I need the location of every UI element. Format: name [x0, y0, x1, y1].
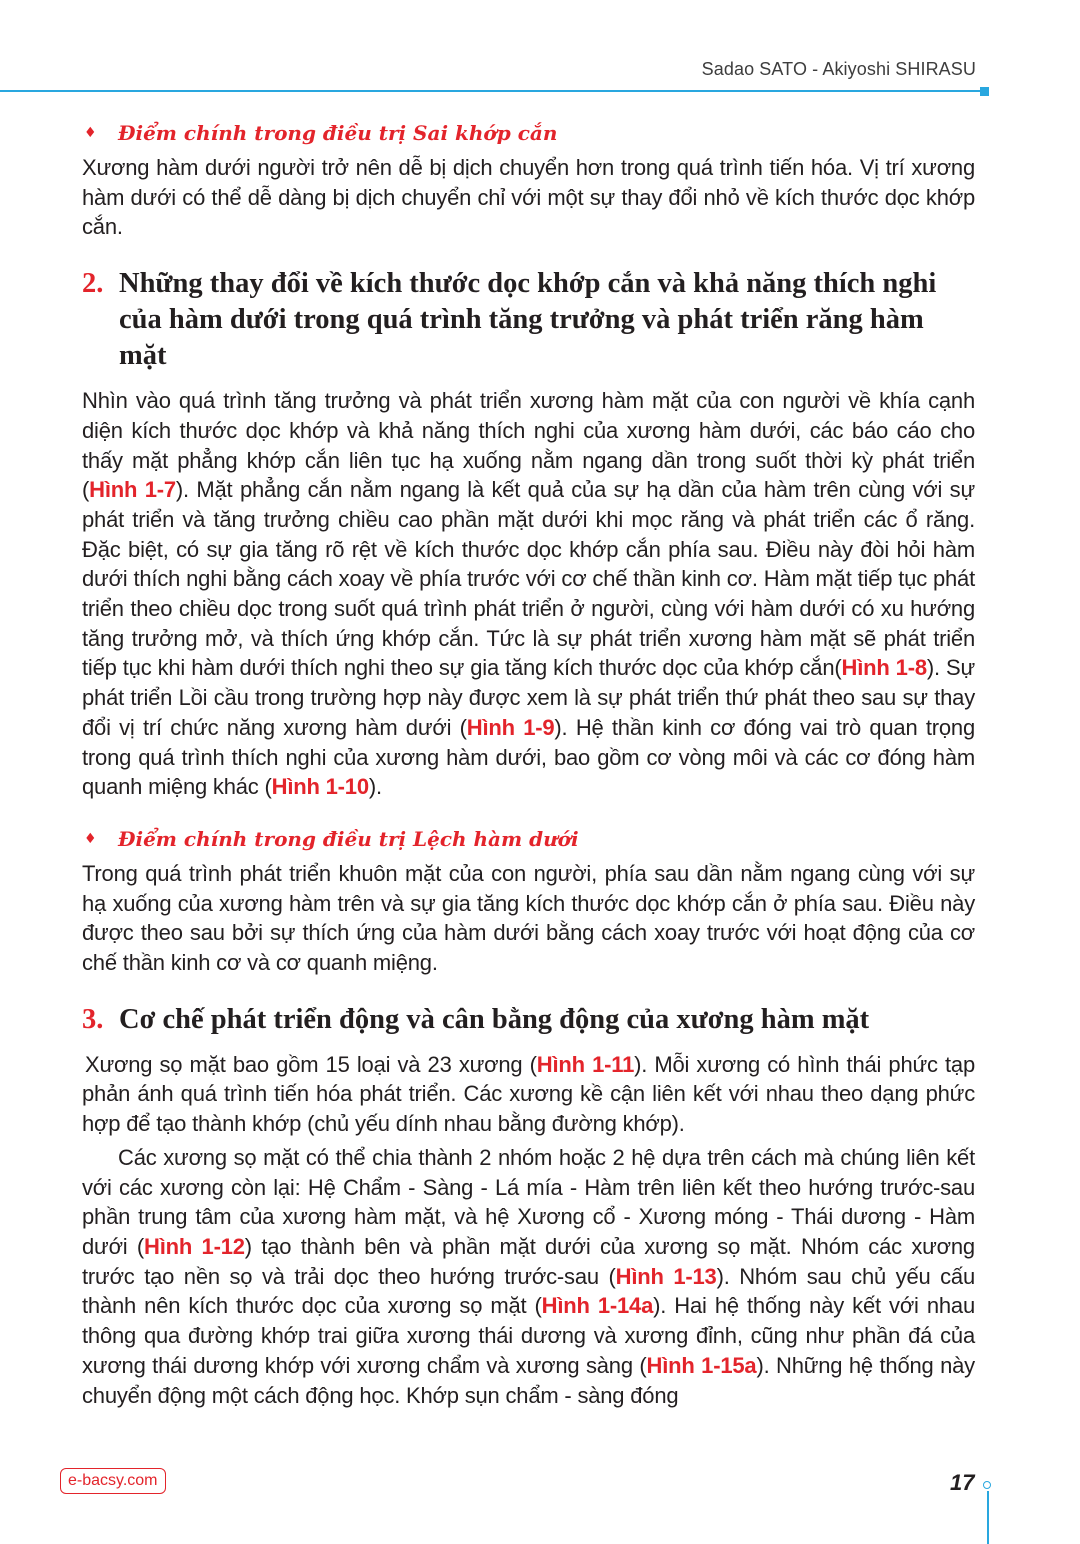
- text-run: ). Hệ thần kinh cơ đóng vai trò quan trọng trong quá trình thích nghi của xương hàm dưới, bao gồm cơ vòng môi và các cơ đóng hàm quanh miệng khác (: [82, 714, 976, 800]
- tip-title: Điểm chính trong điều trị Sai khớp cắn: [118, 121, 558, 145]
- figure-reference: Hình 1-11: [536, 1051, 635, 1077]
- figure-reference: Hình 1-8: [841, 655, 927, 681]
- text-run: ). Mỗi xương có hình thái phức tạp phản ánh quá trình tiến hóa phát triển. Các xương kề cận liên kết với nhau theo dạng phức hợp để tạo thành khớp (chủ yếu dính nhau bằng đường khớp).: [82, 1051, 975, 1137]
- figure-reference: Hình 1-12: [144, 1233, 245, 1259]
- diamond-bullet-icon: ♦: [84, 125, 97, 141]
- text-run: Các xương sọ mặt có thể chia thành 2 nhóm hoặc 2 hệ dựa trên cách mà chúng liên kết với các xương còn lại: Hệ Chẩm - Sàng - Lá mía - Hàm trên liên kết theo hướng trước-sau phần trung tâm của xương hàm mặt, và hệ Xương cổ - Xương móng - Thái dương - Hàm dưới (: [82, 1144, 975, 1259]
- text-run: Xương sọ mặt bao gồm 15 loại và 23 xương (: [85, 1051, 537, 1077]
- section-number: 2.: [82, 268, 104, 300]
- text-run: ) tạo thành bên và phần mặt dưới của xương sọ mặt. Nhóm các xương trước tạo nền sọ và trải dọc theo hướng trước-sau (: [82, 1233, 975, 1289]
- section-heading-3: [82, 1002, 975, 1038]
- tip-body-mandible-deviation: Trong quá trình phát triển khuôn mặt của con người, phía sau dần nằm ngang cùng với sự hạ xuống của xương hàm trên và sự gia tăng kích thước dọc khớp cắn ở phía sau. Điều này được theo sau bởi sự thích ứng của hàm dưới bằng cách xoay trước với hoạt động của cơ chế thần kinh cơ và cơ quanh miệng.: [82, 860, 975, 976]
- section-2-paragraph: [82, 386, 975, 802]
- section-title: Cơ chế phát triển động và cân bằng động của xương hàm mặt: [119, 1003, 870, 1035]
- page-content: [82, 118, 975, 1410]
- text-run: ). Hai hệ thống này kết với nhau thông qua đường khớp trai giữa xương thái dương và xương đỉnh, cũng như phần đá của xương thái dương khớp với xương chẩm và xương sàng (: [82, 1293, 976, 1378]
- tip-title: Điểm chính trong điều trị Lệch hàm dưới: [118, 826, 579, 851]
- page-marker-circle: [983, 1481, 991, 1489]
- text-run: ).: [368, 774, 382, 800]
- tip-heading-mandible-deviation: [82, 824, 975, 854]
- section-3-paragraph-1: [82, 1050, 975, 1139]
- diamond-bullet-icon: ♦: [84, 830, 97, 847]
- figure-reference: Hình 1-7: [89, 477, 176, 503]
- text-run: ). Sự phát triển Lồi cầu trong trường hợp này được xem là sự phát triển thứ phát theo sau sự thay đổi vị trí chức năng xương hàm dưới (: [82, 655, 976, 740]
- section-number: 3.: [82, 1003, 104, 1035]
- figure-reference: Hình 1-13: [615, 1263, 717, 1289]
- page-number: 17: [950, 1470, 975, 1495]
- text-run: ). Những hệ thống này chuyển động một cách động học. Khớp sụn chẩm - sàng đóng: [82, 1352, 975, 1408]
- figure-reference: Hình 1-15a: [646, 1352, 757, 1378]
- tip-body-malocclusion: Xương hàm dưới người trở nên dễ bị dịch chuyển hơn trong quá trình tiến hóa. Vị trí xương hàm dưới có thể dễ dàng bị dịch chuyển chỉ với một sự thay đổi nhỏ về kích thước dọc khớp cắn.: [82, 155, 975, 240]
- text-run: Nhìn vào quá trình tăng trưởng và phát triển xương hàm mặt của con người về khía cạnh diện kích thước dọc khớp và khả năng thích nghi của xương hàm dưới, các báo cáo cho thấy mặt phẳng khớp cắn liên tục hạ xuống nằm ngang dần trong suốt thời kỳ phát triển (: [82, 388, 975, 503]
- section-title: Những thay đổi về kích thước dọc khớp cắn và khả năng thích nghi của hàm dưới trong quá trình tăng trưởng và phát triển răng hàm mặt: [119, 268, 937, 372]
- site-logo-link[interactable]: e-bacsy.com: [60, 1468, 166, 1494]
- header-square-marker: [980, 87, 989, 96]
- figure-reference: Hình 1-10: [271, 774, 369, 800]
- figure-reference: Hình 1-9: [466, 714, 555, 740]
- tip-heading-malocclusion: [82, 118, 975, 148]
- section-3-paragraph-2: [82, 1143, 975, 1410]
- running-header-authors: Sadao SATO - Akiyoshi SHIRASU: [701, 59, 976, 79]
- section-heading-2: [82, 266, 975, 374]
- page-marker-line: [987, 1491, 989, 1544]
- text-run: ). Mặt phẳng cắn nằm ngang là kết quả của sự hạ dần của hàm trên cùng với sự phát triển và tăng trưởng chiều cao phần mặt dưới khi mọc răng và phát triển các ổ răng. Đặc biệt, có sự gia tăng rõ rệt về kích thước dọc khớp cắn phía sau. Điều này đòi hỏi hàm dưới thích nghi bằng cách xoay về phía trước với cơ chế thần kinh cơ. Hàm mặt tiếp tục phát triển theo chiều dọc trong suốt quá trình phát triển ở người, cùng với hàm dưới có xu hướng tăng trưởng mở, và thích ứng khớp cắn. Tức là sự phát triển xương hàm mặt sẽ phát triển tiếp tục khi hàm dưới thích nghi theo sự gia tăng kích thước dọc của khớp cắn(: [82, 477, 975, 681]
- header-rule: [0, 90, 984, 92]
- figure-reference: Hình 1-14a: [541, 1293, 654, 1319]
- text-run: ). Nhóm sau chủ yếu cấu thành nên kích thước dọc của xương sọ mặt (: [82, 1263, 975, 1319]
